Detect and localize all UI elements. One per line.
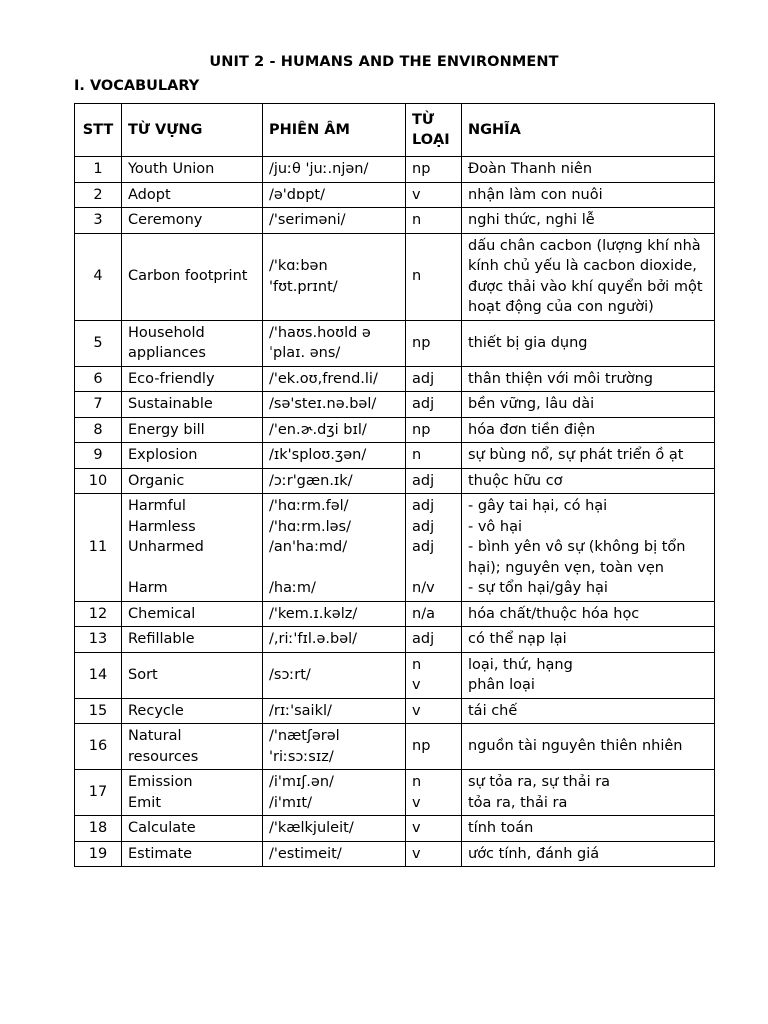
cell-meaning: nghi thức, nghi lễ [462, 208, 715, 234]
word-line: Emission [128, 774, 193, 790]
cell-word: Estimate [122, 841, 263, 867]
cell-stt: 11 [75, 494, 122, 602]
cell-meaning: Đoàn Thanh niên [462, 157, 715, 183]
cell-pos [406, 770, 462, 816]
cell-word: Household appliances [122, 320, 263, 366]
cell-word: Eco-friendly [122, 366, 263, 392]
cell-meaning: nhận làm con nuôi [462, 182, 715, 208]
cell-meaning: hóa đơn tiền điện [462, 417, 715, 443]
cell-word [122, 770, 263, 816]
cell-ipa: /'kem.ɪ.kəlz/ [263, 601, 406, 627]
cell-word: Sustainable [122, 392, 263, 418]
pos-line: v [412, 794, 421, 811]
table-row [75, 724, 715, 770]
ipa-line: /haːm/ [269, 580, 316, 596]
cell-stt: 19 [75, 841, 122, 867]
cell-pos: n [406, 208, 462, 234]
cell-word: Ceremony [122, 208, 263, 234]
table-row [75, 233, 715, 320]
cell-stt: 10 [75, 468, 122, 494]
cell-stt: 4 [75, 233, 122, 320]
table-row [75, 816, 715, 842]
cell-pos: v [406, 698, 462, 724]
header-word: TỪ VỰNG [122, 104, 263, 157]
cell-word: Youth Union [122, 157, 263, 183]
table-row [75, 770, 715, 816]
cell-ipa: /sə'steɪ.nə.bəl/ [263, 392, 406, 418]
table-row [75, 841, 715, 867]
table-row [75, 468, 715, 494]
vocabulary-table [74, 103, 715, 867]
pos-line: adj [412, 498, 435, 514]
document-title: UNIT 2 - HUMANS AND THE ENVIRONMENT [209, 54, 559, 70]
meaning-line: tỏa ra, thải ra [468, 794, 568, 811]
cell-pos: n [406, 443, 462, 469]
word-line: Harmless [128, 518, 196, 535]
header-pos-line2: LOẠI [412, 132, 450, 148]
header-stt: STT [75, 104, 122, 157]
table-row [75, 320, 715, 366]
cell-pos: np [406, 417, 462, 443]
meaning-line: - gây tai hại, có hại [468, 498, 608, 514]
ipa-line: /i'mɪt/ [269, 794, 312, 811]
cell-pos [406, 494, 462, 602]
cell-meaning [462, 494, 715, 602]
cell-stt: 7 [75, 392, 122, 418]
cell-pos: n/a [406, 601, 462, 627]
table-row [75, 601, 715, 627]
header-pos-line1: TỪ [412, 111, 435, 128]
cell-meaning: tái chế [462, 698, 715, 724]
cell-meaning [462, 770, 715, 816]
cell-pos: v [406, 182, 462, 208]
cell-meaning: có thể nạp lại [462, 627, 715, 653]
cell-pos: adj [406, 468, 462, 494]
table-row [75, 652, 715, 698]
table-row [75, 698, 715, 724]
table-row [75, 182, 715, 208]
pos-line: n [412, 656, 422, 673]
table-row [75, 392, 715, 418]
cell-ipa: /,riː'fɪl.ə.bəl/ [263, 627, 406, 653]
cell-meaning: bền vững, lâu dài [462, 392, 715, 418]
cell-word: Sort [122, 652, 263, 698]
meaning-line: - vô hại [468, 518, 523, 535]
pos-line: v [412, 677, 421, 693]
cell-stt: 18 [75, 816, 122, 842]
cell-meaning: hóa chất/thuộc hóa học [462, 601, 715, 627]
cell-meaning [462, 652, 715, 698]
meaning-line: - sự tổn hại/gây hại [468, 580, 608, 596]
cell-ipa: /sɔːrt/ [263, 652, 406, 698]
cell-stt: 13 [75, 627, 122, 653]
table-row [75, 627, 715, 653]
spacer [412, 558, 455, 579]
cell-ipa: /ɔːr'gæn.ɪk/ [263, 468, 406, 494]
pos-line: n/v [412, 580, 435, 596]
ipa-line: /'hɑːrm.ləs/ [269, 518, 351, 535]
pos-line: adj [412, 539, 435, 555]
cell-ipa: /juːθ 'juː.njən/ [263, 157, 406, 183]
cell-stt: 15 [75, 698, 122, 724]
cell-meaning: ước tính, đánh giá [462, 841, 715, 867]
word-line: Emit [128, 794, 162, 811]
cell-stt: 3 [75, 208, 122, 234]
cell-word: Organic [122, 468, 263, 494]
ipa-line: /'hɑːrm.fəl/ [269, 498, 349, 514]
cell-word [122, 494, 263, 602]
cell-ipa: /'en.ɚ.dʒi bɪl/ [263, 417, 406, 443]
cell-word: Energy bill [122, 417, 263, 443]
cell-meaning: sự bùng nổ, sự phát triển ồ ạt [462, 443, 715, 469]
cell-pos: adj [406, 392, 462, 418]
cell-pos: n [406, 233, 462, 320]
cell-word: Natural resources [122, 724, 263, 770]
cell-stt: 12 [75, 601, 122, 627]
cell-stt: 17 [75, 770, 122, 816]
meaning-line: phân loại [468, 677, 535, 693]
cell-meaning: thiết bị gia dụng [462, 320, 715, 366]
table-row [75, 208, 715, 234]
cell-stt: 2 [75, 182, 122, 208]
cell-stt: 5 [75, 320, 122, 366]
cell-ipa: /'kɑːbən 'fʊt.prɪnt/ [263, 233, 406, 320]
cell-meaning: thuộc hữu cơ [462, 468, 715, 494]
cell-ipa: /'kælkjuleit/ [263, 816, 406, 842]
cell-word: Chemical [122, 601, 263, 627]
spacer [269, 558, 399, 579]
cell-pos: adj [406, 366, 462, 392]
table-row [75, 366, 715, 392]
cell-pos: v [406, 841, 462, 867]
cell-meaning: dấu chân cacbon (lượng khí nhà kính chủ yếu là cacbon dioxide, được thải vào khí quyển bởi một hoạt động của con người) [462, 233, 715, 320]
table-row [75, 417, 715, 443]
cell-stt: 16 [75, 724, 122, 770]
cell-ipa: /ə'dɒpt/ [263, 182, 406, 208]
table-row [75, 157, 715, 183]
pos-line: adj [412, 518, 435, 535]
cell-pos: adj [406, 627, 462, 653]
cell-ipa: /'haʊs.hoʊld əˈplaɪ. əns/ [263, 320, 406, 366]
header-pos [406, 104, 462, 157]
word-line: Harm [128, 580, 168, 596]
header-meaning: NGHĨA [462, 104, 715, 157]
cell-ipa: /rɪː'saikl/ [263, 698, 406, 724]
table-row [75, 494, 715, 602]
cell-stt: 14 [75, 652, 122, 698]
cell-stt: 6 [75, 366, 122, 392]
cell-ipa [263, 770, 406, 816]
meaning-line: loại, thứ, hạng [468, 656, 573, 673]
header-ipa: PHIÊN ÂM [263, 104, 406, 157]
cell-meaning: nguồn tài nguyên thiên nhiên [462, 724, 715, 770]
cell-pos: np [406, 724, 462, 770]
section-heading: I. VOCABULARY [74, 78, 200, 94]
cell-word: Calculate [122, 816, 263, 842]
word-line: Harmful [128, 498, 186, 514]
cell-ipa [263, 494, 406, 602]
cell-stt: 9 [75, 443, 122, 469]
cell-pos: np [406, 157, 462, 183]
pos-line: n [412, 774, 422, 790]
spacer [128, 558, 256, 579]
table-row [75, 443, 715, 469]
cell-ipa: /ɪk'sploʊ.ʒən/ [263, 443, 406, 469]
cell-stt: 1 [75, 157, 122, 183]
ipa-line: /i'mɪʃ.ən/ [269, 774, 334, 790]
cell-word: Recycle [122, 698, 263, 724]
ipa-line: /an'ha:md/ [269, 539, 348, 555]
cell-ipa: /'nætʃərəl 'riːsɔːsɪz/ [263, 724, 406, 770]
cell-word: Refillable [122, 627, 263, 653]
table-header-row [75, 104, 715, 157]
cell-word: Explosion [122, 443, 263, 469]
meaning-line: - bình yên vô sự (không bị tổn hại); nguyên vẹn, toàn vẹn [468, 539, 686, 576]
cell-word: Adopt [122, 182, 263, 208]
cell-pos: v [406, 816, 462, 842]
cell-ipa: /'ek.oʊ,frend.li/ [263, 366, 406, 392]
cell-pos: np [406, 320, 462, 366]
cell-meaning: tính toán [462, 816, 715, 842]
cell-ipa: /'seriməni/ [263, 208, 406, 234]
cell-meaning: thân thiện với môi trường [462, 366, 715, 392]
word-line: Unharmed [128, 539, 204, 555]
cell-stt: 8 [75, 417, 122, 443]
meaning-line: sự tỏa ra, sự thải ra [468, 774, 611, 790]
cell-ipa: /'estimeit/ [263, 841, 406, 867]
cell-pos [406, 652, 462, 698]
cell-word: Carbon footprint [122, 233, 263, 320]
